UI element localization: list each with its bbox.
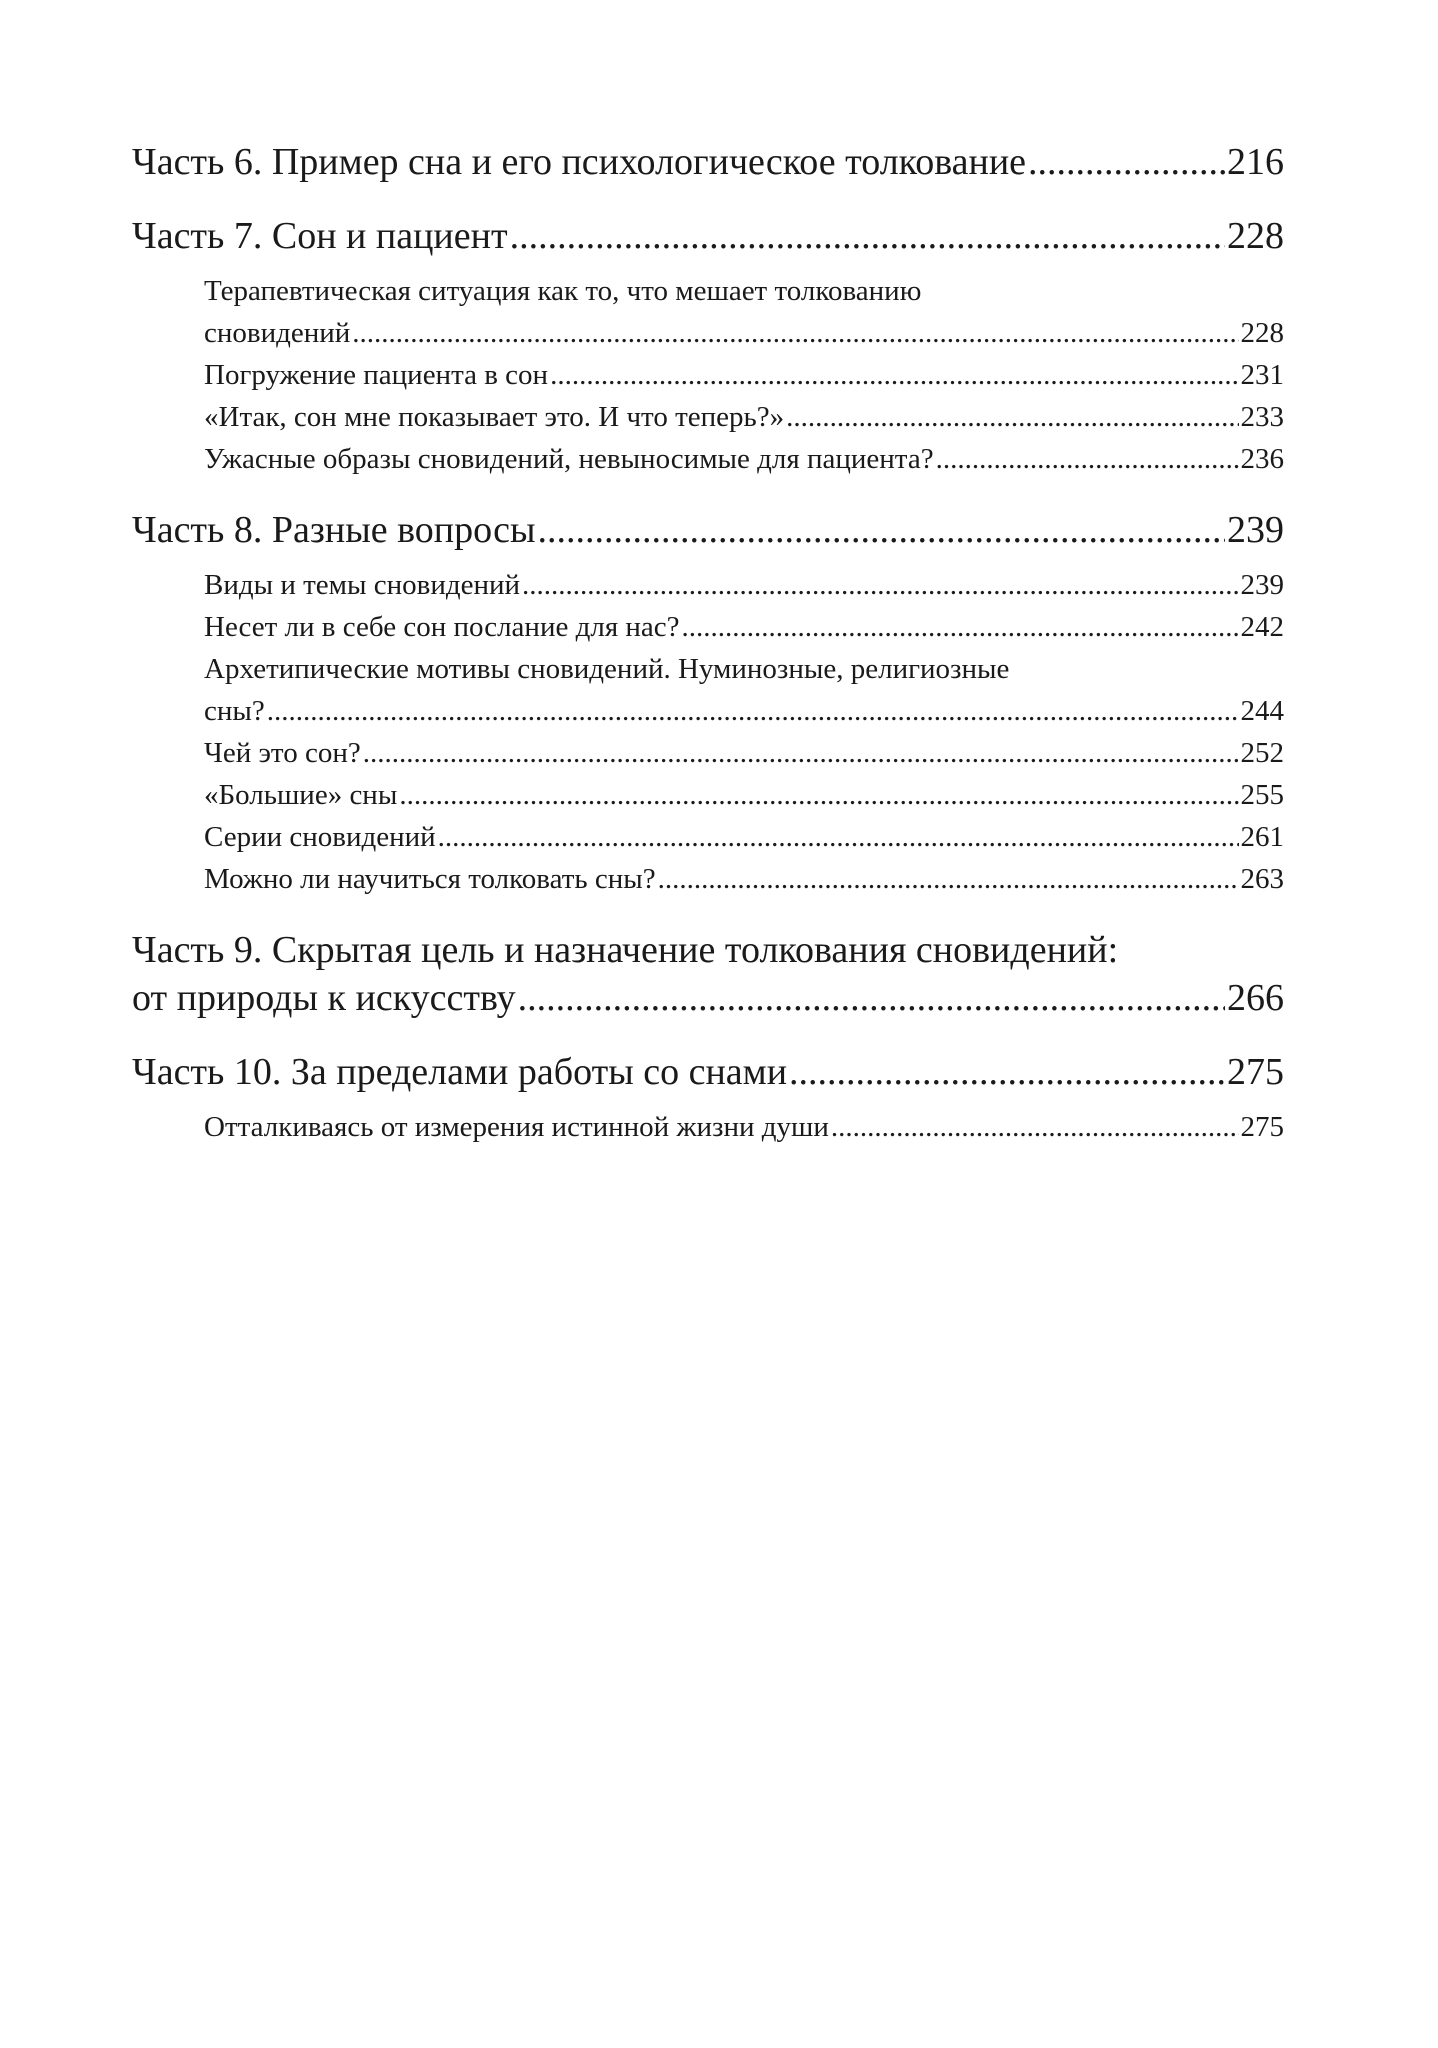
dot-leader: [658, 858, 1239, 900]
dot-leader: [831, 1106, 1239, 1148]
toc-part-title: Часть 8. Разные вопросы: [132, 509, 536, 551]
toc-part-7: [132, 212, 1284, 480]
toc-page-number: 263: [1240, 863, 1284, 895]
toc-subsection-entry[interactable]: [204, 270, 1284, 354]
toc-part-entry[interactable]: [132, 506, 1284, 554]
toc-subsection-title: Серии сновидений: [204, 821, 436, 853]
toc-part-entry[interactable]: [132, 1048, 1284, 1096]
dot-leader: [438, 816, 1239, 858]
dot-leader: [518, 974, 1225, 1022]
toc-subsection-title: Отталкиваясь от измерения истинной жизни души: [204, 1111, 829, 1143]
toc-subsection-entry[interactable]: [204, 606, 1284, 648]
toc-page-number: 255: [1240, 779, 1284, 811]
toc-page-number: 275: [1227, 1051, 1284, 1093]
toc-part-title: Часть 6. Пример сна и его психологическое толкование: [132, 141, 1027, 183]
toc-page-number: 231: [1240, 359, 1284, 391]
dot-leader: [1028, 138, 1225, 186]
toc-subsection-title-line: Терапевтическая ситуация как то, что мешает толкованию: [204, 275, 922, 307]
toc-subsection-entry[interactable]: [204, 564, 1284, 606]
toc-subsection-entry[interactable]: [204, 732, 1284, 774]
toc-subsection-entry[interactable]: [204, 858, 1284, 900]
toc-subsection-title: Несет ли в себе сон послание для нас?: [204, 611, 680, 643]
toc-page-number: 239: [1240, 569, 1284, 601]
toc-subsection-title: сны?: [204, 695, 265, 727]
dot-leader: [267, 690, 1239, 732]
toc-part-title: Часть 7. Сон и пациент: [132, 215, 508, 257]
toc-subsection-entry[interactable]: [204, 1106, 1284, 1148]
dot-leader: [550, 354, 1238, 396]
toc-page-number: 242: [1240, 611, 1284, 643]
toc-subsection-list: [204, 270, 1284, 480]
toc-part-10: [132, 1048, 1284, 1148]
dot-leader: [352, 312, 1238, 354]
toc-page-number: 252: [1240, 737, 1284, 769]
toc-subsection-title-line: Архетипические мотивы сновидений. Нуминозные, религиозные: [204, 653, 1010, 685]
toc-page-number: 275: [1240, 1111, 1284, 1143]
toc-page-number: 228: [1240, 317, 1284, 349]
toc-page-number: 236: [1240, 443, 1284, 475]
dot-leader: [789, 1048, 1225, 1096]
dot-leader: [936, 438, 1239, 480]
toc-page-number: 228: [1227, 215, 1284, 257]
toc-part-8: [132, 506, 1284, 900]
toc-part-title: от природы к искусству: [132, 977, 516, 1019]
toc-page-number: 244: [1240, 695, 1284, 727]
toc-subsection-title: Погружение пациента в сон: [204, 359, 549, 391]
toc-subsection-entry[interactable]: [204, 816, 1284, 858]
toc-subsection-entry[interactable]: [204, 648, 1284, 732]
toc-page-number: 266: [1227, 977, 1284, 1019]
toc-subsection-title: Ужасные образы сновидений, невыносимые для пациента?: [204, 443, 934, 475]
dot-leader: [522, 564, 1238, 606]
toc-subsection-title: Чей это сон?: [204, 737, 361, 769]
toc-subsection-entry[interactable]: [204, 774, 1284, 816]
toc-subsection-title: «Большие» сны: [204, 779, 398, 811]
toc-subsection-title: сновидений: [204, 317, 351, 349]
toc-subsection-title: Виды и темы сновидений: [204, 569, 521, 601]
toc-part-9: [132, 926, 1284, 1022]
toc-page-number: 216: [1227, 141, 1284, 183]
toc-subsection-title: «Итак, сон мне показывает это. И что теперь?»: [204, 401, 785, 433]
dot-leader: [399, 774, 1238, 816]
toc-subsection-entry[interactable]: [204, 354, 1284, 396]
toc-part-entry[interactable]: [132, 212, 1284, 260]
toc-subsection-title: Можно ли научиться толковать сны?: [204, 863, 656, 895]
toc-part-title: Часть 10. За пределами работы со снами: [132, 1051, 788, 1093]
dot-leader: [510, 212, 1225, 260]
toc-subsection-entry[interactable]: [204, 396, 1284, 438]
toc-subsection-list: [204, 1106, 1284, 1148]
toc-subsection-entry[interactable]: [204, 438, 1284, 480]
toc-subsection-list: [204, 564, 1284, 900]
toc-part-entry[interactable]: [132, 138, 1284, 186]
toc-part-6: [132, 138, 1284, 186]
dot-leader: [537, 506, 1225, 554]
toc-page-number: 261: [1240, 821, 1284, 853]
toc-page-number: 233: [1240, 401, 1284, 433]
table-of-contents: [132, 138, 1284, 1174]
toc-part-entry[interactable]: [132, 926, 1284, 1022]
toc-page-number: 239: [1227, 509, 1284, 551]
dot-leader: [363, 732, 1239, 774]
toc-part-title-line: Часть 9. Скрытая цель и назначение толкования сновидений:: [132, 929, 1119, 971]
dot-leader: [786, 396, 1238, 438]
dot-leader: [682, 606, 1239, 648]
